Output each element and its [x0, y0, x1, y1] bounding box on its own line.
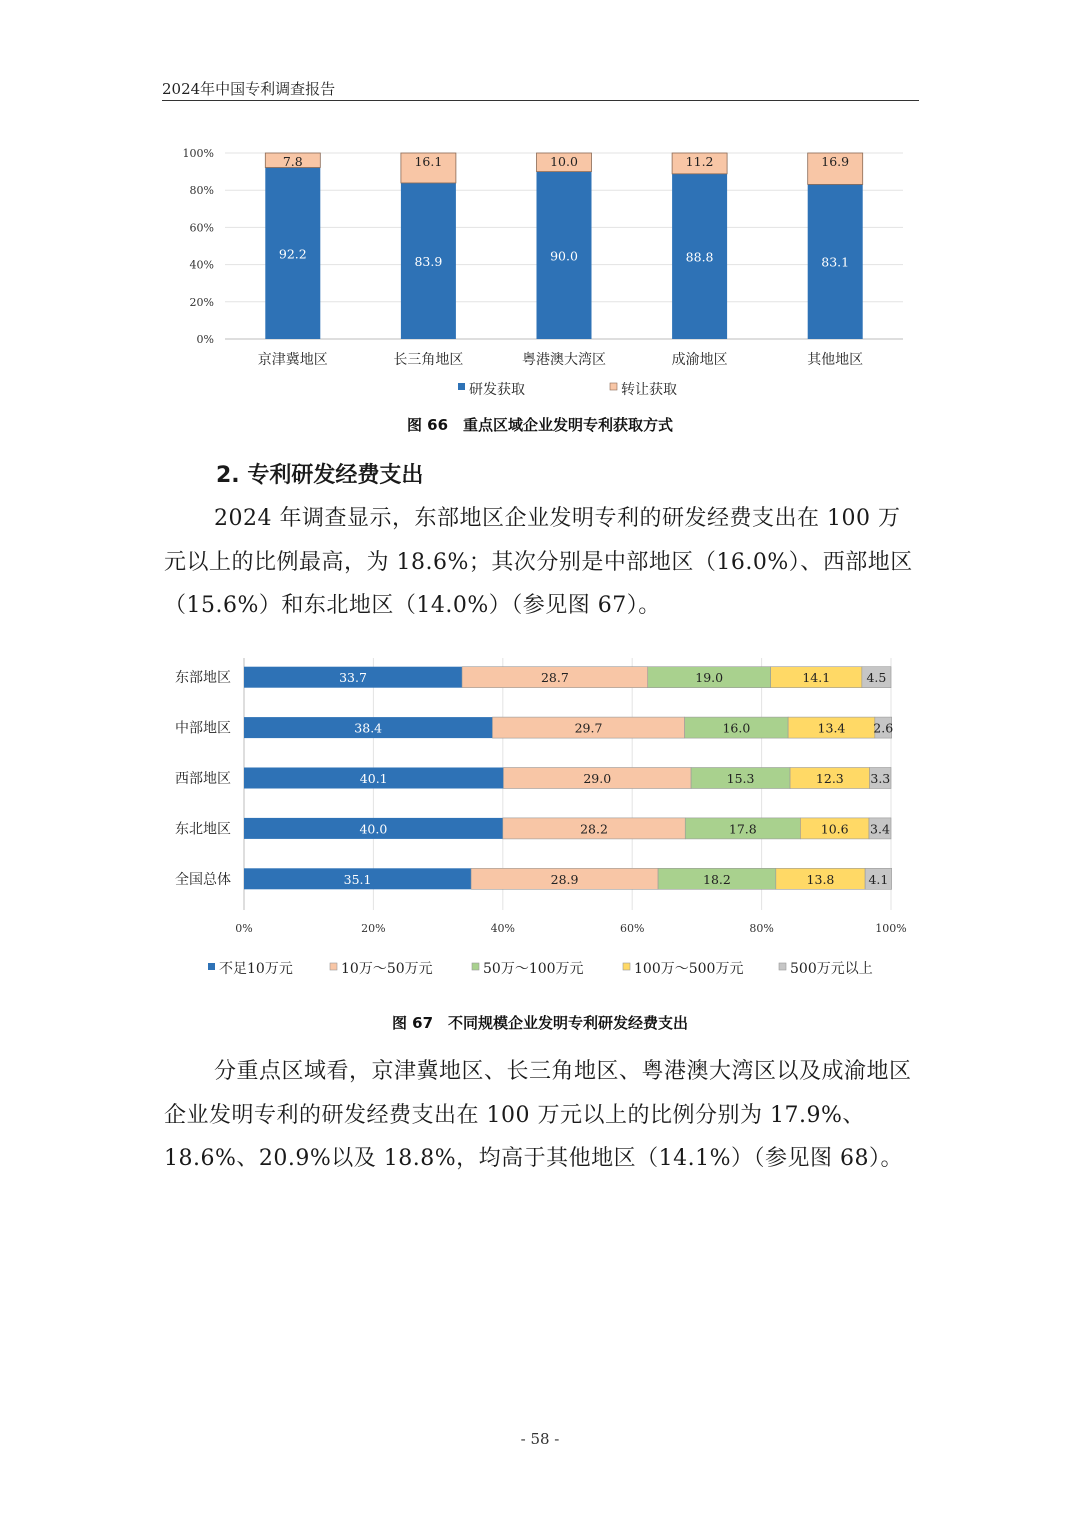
section-title: 2. 专利研发经费支出: [216, 463, 424, 488]
data-label: 14.1: [802, 670, 831, 686]
data-label: 2.6: [873, 720, 894, 736]
running-header: 2024年中国专利调查报告: [162, 80, 336, 98]
y-tick-label: 20%: [189, 295, 214, 309]
data-label: 28.2: [580, 821, 608, 837]
data-label: 29.7: [574, 720, 603, 736]
x-category-label: 成渝地区: [671, 352, 728, 368]
data-label: 92.2: [278, 246, 307, 262]
legend-label: 转让获取: [621, 382, 677, 398]
header-rule: [162, 100, 919, 101]
y-tick-label: 40%: [189, 258, 214, 272]
data-label: 4.5: [866, 670, 887, 686]
figure-67-caption: 图 67 不同规模企业发明专利研发经费支出: [391, 1014, 689, 1032]
x-category-label: 粤港澳大湾区: [522, 352, 606, 368]
y-category-label: 东北地区: [175, 821, 231, 838]
x-category-label: 其他地区: [807, 352, 864, 368]
data-label: 13.4: [817, 720, 846, 736]
legend-swatch: [472, 963, 479, 970]
x-tick-label: 100%: [875, 922, 907, 935]
y-tick-label: 0%: [196, 333, 214, 346]
data-label: 10.0: [550, 154, 578, 169]
data-label: 28.9: [550, 871, 579, 887]
data-label: 15.3: [726, 771, 755, 786]
x-tick-label: 60%: [619, 922, 645, 935]
figure-67-chart: [0, 645, 1080, 990]
x-category-label: 京津冀地区: [257, 352, 328, 368]
data-label: 16.1: [414, 154, 443, 169]
y-category-label: 中部地区: [175, 720, 231, 737]
legend-swatch: [623, 963, 630, 970]
legend-label: 不足10万元: [219, 961, 293, 977]
x-tick-label: 80%: [749, 922, 774, 935]
paragraph-2: 分重点区域看，京津冀地区、长三角地区、粤港澳大湾区以及成渝地区企业发明专利的研发经费支出在 100 万元以上的比例分别为 17.9%、18.6%、20.9%以及 18.8%，均高于其他地区（14.1%）（参见图 68）。: [164, 1059, 912, 1171]
legend-label: 10万～50万元: [341, 961, 433, 977]
data-label: 28.7: [540, 670, 569, 686]
y-category-label: 西部地区: [175, 771, 231, 787]
y-category-label: 东部地区: [175, 670, 231, 687]
figure-66-chart: [0, 135, 1080, 545]
legend-swatch: [779, 963, 786, 970]
data-label: 40.1: [359, 771, 388, 786]
data-label: 83.1: [821, 254, 850, 270]
data-label: 3.4: [870, 821, 890, 837]
legend-label: 500万元以上: [790, 961, 873, 977]
legend-label: 研发获取: [469, 382, 525, 398]
y-tick-label: 100%: [182, 147, 214, 160]
data-label: 17.8: [728, 821, 757, 837]
data-label: 90.0: [550, 248, 578, 264]
paragraph-1: 2024 年调查显示，东部地区企业发明专利的研发经费支出在 100 万元以上的比例最高，为 18.6%；其次分别是中部地区（16.0%）、西部地区（15.6%）和东北地区（14.0%）（参见图 67）。: [164, 506, 913, 618]
data-label: 16.0: [722, 720, 751, 736]
legend-label: 100万～500万元: [634, 961, 744, 977]
data-label: 83.9: [414, 253, 443, 269]
data-label: 4.1: [868, 871, 889, 887]
data-label: 13.8: [806, 871, 835, 887]
data-label: 7.8: [282, 154, 303, 169]
data-label: 16.9: [821, 154, 850, 169]
legend-swatch: [208, 963, 215, 970]
legend-swatch: [610, 383, 617, 390]
data-label: 29.0: [583, 771, 612, 786]
data-label: 19.0: [695, 670, 724, 686]
data-label: 40.0: [359, 821, 388, 837]
data-label: 11.2: [685, 154, 714, 169]
x-tick-label: 0%: [235, 922, 253, 935]
data-label: 10.6: [820, 821, 849, 837]
y-tick-label: 80%: [189, 184, 214, 198]
page-number: - 58 -: [520, 1430, 560, 1448]
y-tick-label: 60%: [189, 221, 214, 235]
x-category-label: 长三角地区: [393, 352, 464, 368]
legend-label: 50万～100万元: [483, 961, 584, 977]
figure-66-caption: 图 66 重点区域企业发明专利获取方式: [406, 416, 674, 434]
y-category-label: 全国总体: [175, 871, 231, 888]
data-label: 88.8: [685, 249, 714, 265]
legend-swatch: [330, 963, 337, 970]
data-label: 18.2: [703, 871, 731, 887]
data-label: 12.3: [815, 771, 844, 786]
data-label: 38.4: [354, 720, 383, 736]
data-label: 33.7: [339, 670, 367, 686]
x-tick-label: 40%: [490, 922, 516, 935]
data-label: 35.1: [343, 871, 372, 887]
legend-swatch: [458, 383, 465, 390]
x-tick-label: 20%: [361, 922, 386, 935]
data-label: 3.3: [870, 771, 891, 786]
